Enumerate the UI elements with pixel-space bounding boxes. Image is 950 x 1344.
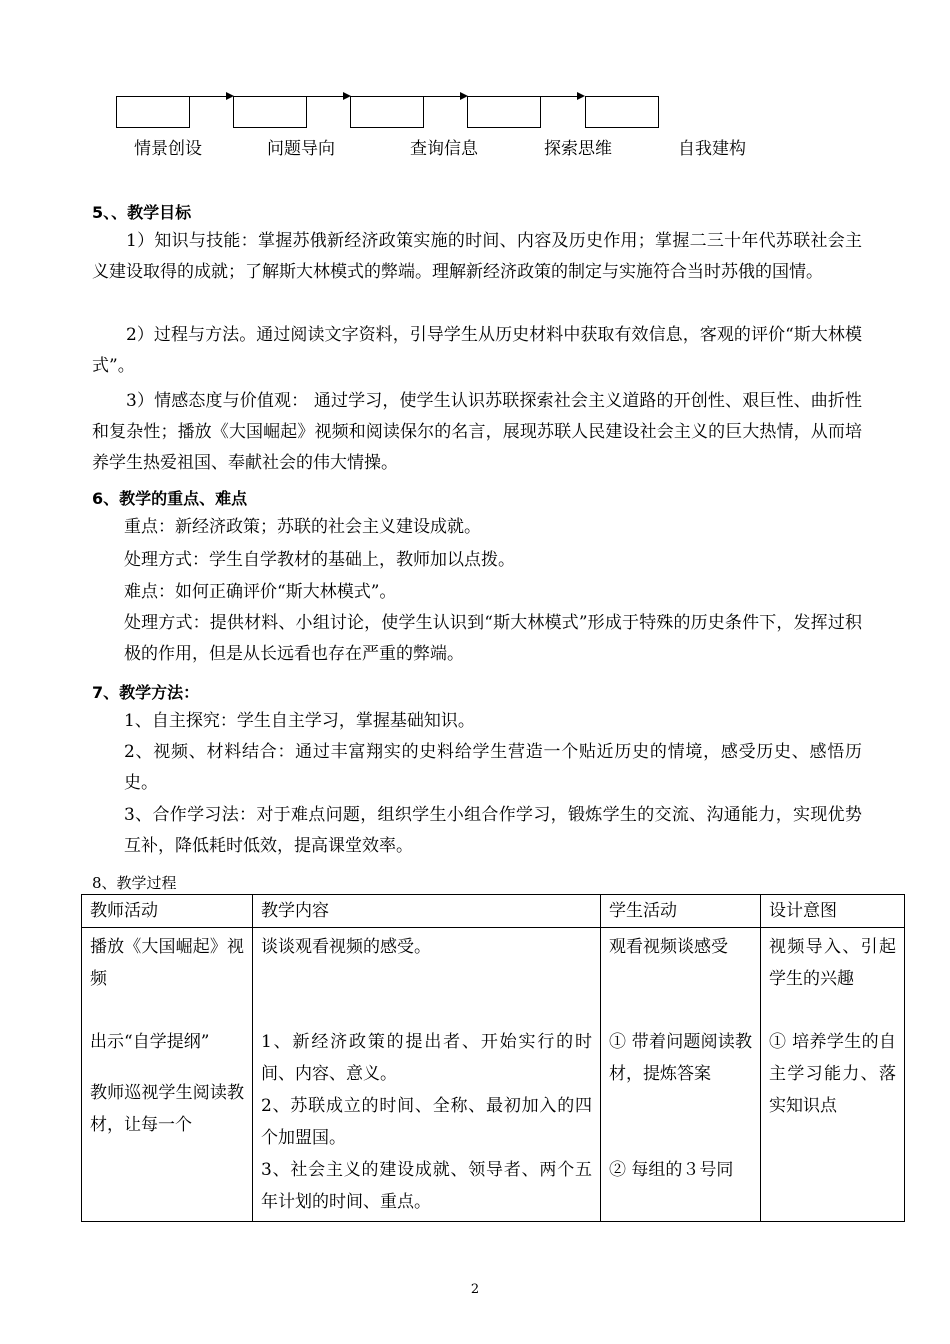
student-activity-cell xyxy=(601,928,761,1222)
flow-label-1: 情景创设 xyxy=(134,139,202,159)
flow-arrow-4 xyxy=(541,96,583,97)
header-teacher-activity: 教师活动 xyxy=(82,895,253,928)
flow-arrow-1 xyxy=(190,96,232,97)
table-row xyxy=(82,928,905,1222)
flow-label-5: 自我建构 xyxy=(678,139,746,159)
section-7-heading: 7、教学方法： xyxy=(92,683,200,702)
teacher-activity-cell xyxy=(82,928,253,1222)
student-activity-1: 观看视频谈感受 xyxy=(609,937,728,957)
page-number: 2 xyxy=(470,1282,480,1297)
section-8-heading: 8、教学过程 xyxy=(92,874,177,892)
flow-label-3: 查询信息 xyxy=(410,139,478,159)
section-6-difficulty: 难点：如何正确评价“斯大林模式”。 xyxy=(124,582,397,602)
design-intent-cell xyxy=(761,928,905,1222)
teaching-content-2: 1、新经济政策的提出者、开始实行的时间、内容、意义。 xyxy=(261,1032,592,1084)
flow-box-5 xyxy=(585,96,659,128)
section-7-method-2: 2、视频、材料结合：通过丰富翔实的史料给学生营造一个贴近历史的情境，感受历史、感悟历史。 xyxy=(124,742,862,793)
header-teaching-content: 教学内容 xyxy=(253,895,601,928)
section-7-method-1: 1、自主探究：学生自主学习，掌握基础知识。 xyxy=(124,711,475,731)
flow-box-1 xyxy=(116,96,190,128)
section-7-method-3: 3、合作学习法：对于难点问题，组织学生小组合作学习，锻炼学生的交流、沟通能力，实现优势互补，降低耗时低效，提高课堂效率。 xyxy=(124,805,862,856)
section-6-heading: 6、教学的重点、难点 xyxy=(92,489,248,508)
teaching-process-table xyxy=(81,894,905,1222)
section-6-key-method: 处理方式：学生自学教材的基础上，教师加以点拨。 xyxy=(124,550,515,570)
flow-box-4 xyxy=(467,96,541,128)
flow-arrow-2 xyxy=(307,96,349,97)
section-6-difficulty-method: 处理方式：提供材料、小组讨论，使学生认识到“斯大林模式”形成于特殊的历史条件下，发挥过积极的作用，但是从长远看也存在严重的弊端。 xyxy=(124,613,862,664)
student-activity-3: ② 每组的３号同 xyxy=(609,1160,734,1180)
design-intent-2: ① 培养学生的自主学习能力、落实知识点 xyxy=(769,1032,896,1116)
flow-arrow-3 xyxy=(424,96,466,97)
teaching-content-1: 谈谈观看视频的感受。 xyxy=(261,937,431,957)
flow-label-4: 探索思维 xyxy=(544,139,612,159)
section-5-knowledge: 1）知识与技能：掌握苏俄新经济政策实施的时间、内容及历史作用；掌握二三十年代苏联社会主义建设取得的成就；了解斯大林模式的弊端。理解新经济政策的制定与实施符合当时苏俄的国情。 xyxy=(92,231,862,282)
teaching-content-3: 2、苏联成立的时间、全称、最初加入的四个加盟国。 xyxy=(261,1096,592,1148)
section-6-key-point: 重点：新经济政策；苏联的社会主义建设成就。 xyxy=(124,517,481,537)
section-5-heading: 5、、教学目标 xyxy=(92,203,192,222)
teacher-activity-3: 教师巡视学生阅读教材，让每一个 xyxy=(90,1083,244,1135)
header-design-intent: 设计意图 xyxy=(761,895,905,928)
header-student-activity: 学生活动 xyxy=(601,895,761,928)
teacher-activity-1: 播放《大国崛起》视频 xyxy=(90,937,244,989)
table-header-row xyxy=(82,895,905,928)
teacher-activity-2: 出示“自学提纲” xyxy=(90,1032,210,1052)
flow-box-3 xyxy=(350,96,424,128)
section-5-emotion: 3）情感态度与价值观： 通过学习，使学生认识苏联探索社会主义道路的开创性、艰巨性、曲折性和复杂性；播放《大国崛起》视频和阅读保尔的名言，展现苏联人民建设社会主义的巨大热情，从而培养学生热爱祖国、奉献社会的伟大情操。 xyxy=(92,391,862,473)
flow-label-2: 问题导向 xyxy=(267,139,335,159)
flow-box-2 xyxy=(233,96,307,128)
student-activity-2: ① 带着问题阅读教材，提炼答案 xyxy=(609,1032,752,1084)
teaching-content-4: 3、社会主义的建设成就、领导者、两个五年计划的时间、重点。 xyxy=(261,1160,592,1212)
teaching-content-cell xyxy=(253,928,601,1222)
design-intent-1: 视频导入、引起学生的兴趣 xyxy=(769,937,896,989)
section-5-process: 2）过程与方法。通过阅读文字资料，引导学生从历史材料中获取有效信息，客观的评价“斯大林模式”。 xyxy=(92,325,862,376)
